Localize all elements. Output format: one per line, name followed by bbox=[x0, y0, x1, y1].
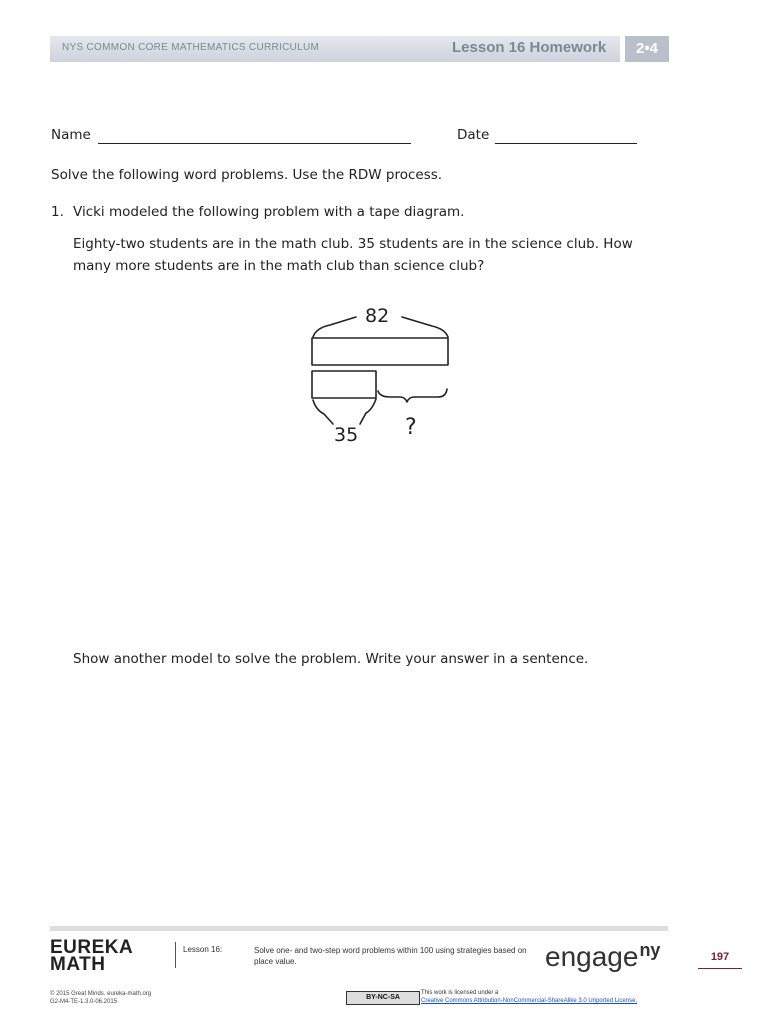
problem-intro: Vicki modeled the following problem with a tape diagram. bbox=[73, 204, 465, 220]
copyright-line2: G2-M4-TE-1.3.0-06.2015 bbox=[50, 999, 118, 1005]
cc-license-badge bbox=[346, 991, 420, 1005]
model-prompt: Show another model to solve the problem. Write your answer in a sentence. bbox=[73, 651, 589, 667]
unknown-label: ? bbox=[405, 415, 417, 440]
footer-lesson-label: Lesson 16: bbox=[183, 945, 223, 954]
problem-text-line1: Eighty-two students are in the math club. 35 students are in the science club. How bbox=[73, 236, 633, 252]
problem-text-line2: many more students are in the math club than science club? bbox=[73, 258, 485, 274]
unknown-brace bbox=[378, 389, 447, 402]
total-brace bbox=[313, 317, 356, 337]
eureka-logo-line1: EUREKA bbox=[50, 937, 134, 958]
footer-divider bbox=[175, 942, 176, 968]
total-label: 82 bbox=[365, 305, 390, 327]
total-brace-right bbox=[402, 317, 448, 337]
license-line1: This work is licensed under a bbox=[421, 990, 499, 996]
license-link[interactable]: Creative Commons Attribution-NonCommercial-ShareAlike 3.0 Unported License. bbox=[421, 998, 638, 1004]
part-label: 35 bbox=[334, 424, 359, 446]
cc-badge-text: BY-NC-SA bbox=[366, 994, 400, 1001]
engage-text: engage bbox=[545, 941, 639, 972]
eureka-logo-line2: MATH bbox=[50, 954, 106, 975]
engageny-logo bbox=[545, 940, 660, 973]
name-label: Name bbox=[51, 127, 91, 143]
copyright bbox=[50, 990, 151, 1006]
part-brace-right bbox=[360, 399, 376, 424]
module-badge: 2•4 bbox=[625, 36, 669, 62]
license-notice bbox=[421, 989, 637, 1005]
page-number: 197 bbox=[710, 951, 730, 963]
part-brace-left bbox=[313, 400, 333, 424]
problem-number: 1. bbox=[51, 204, 64, 220]
copyright-line1: © 2015 Great Minds. eureka-math.org bbox=[50, 991, 152, 997]
page-number-rule bbox=[698, 968, 742, 969]
footer-lesson-description: Solve one- and two-step word problems within 100 using strategies based on place value. bbox=[254, 946, 527, 966]
engage-sup-text: ny bbox=[639, 940, 661, 960]
part-tape bbox=[312, 371, 376, 398]
date-label: Date bbox=[457, 127, 490, 143]
instructions: Solve the following word problems. Use the RDW process. bbox=[51, 167, 443, 183]
footer-rule bbox=[50, 926, 668, 931]
eureka-math-logo bbox=[50, 939, 133, 973]
lesson-title: Lesson 16 Homework bbox=[452, 39, 607, 56]
curriculum-title: NYS COMMON CORE MATHEMATICS CURRICULUM bbox=[62, 42, 320, 53]
whole-tape bbox=[312, 338, 448, 365]
